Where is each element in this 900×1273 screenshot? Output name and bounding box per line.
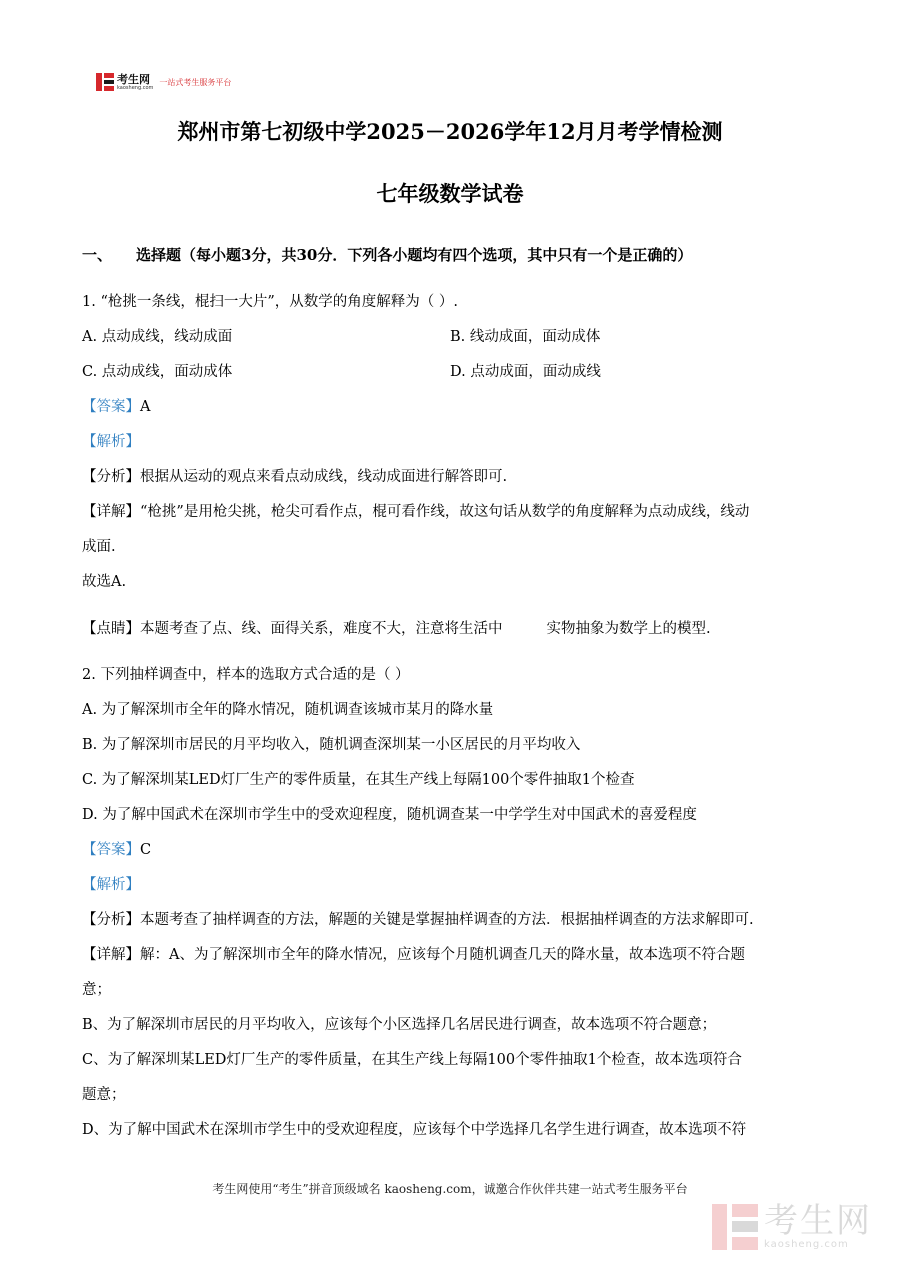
q1-dianjing-text-a: 本题考查了点、线、面得关系，难度不大，注意将生活中 (140, 621, 503, 637)
section-text: 选择题（每小题3分，共30分．下列各小题均有四个选项，其中只有一个是正确的） (136, 246, 693, 264)
q2-fenxi-text: 本题考查了抽样调查的方法，解题的关键是掌握抽样调查的方法．根据抽样调查的方法求解即可. (140, 912, 754, 928)
q2-option-d: D. 为了解中国武术在深圳市学生中的受欢迎程度，随机调查某一中学学生对中国武术的喜爱程度 (82, 807, 697, 823)
q1-fenxi-text: 根据从运动的观点来看点动成线，线动成面进行解答即可. (140, 469, 508, 485)
q1-xiangjie-text-1: “枪挑”是用枪尖挑，枪尖可看作点，棍可看作线，故这句话从数学的角度解释为点动成线，线动 (140, 504, 750, 520)
q1-option-a: A. 点动成线，线动成面 (82, 329, 233, 345)
watermark-cn: 考生网 (764, 1201, 872, 1241)
q2-analysis-label: 【解析】 (82, 877, 140, 893)
q2-answer (82, 840, 151, 860)
watermark-text (764, 1201, 872, 1250)
watermark-en: kaosheng.com (764, 1239, 849, 1250)
exam-title: 郑州市第七初级中学2025－2026学年12月月考学情检测 (177, 119, 723, 144)
logo-en: kaosheng.com (117, 84, 154, 91)
exam-subtitle: 七年级数学试卷 (376, 181, 524, 206)
q2-fenxi-label: 【分析】 (82, 912, 140, 928)
q2-xiangjie-label: 【详解】 (82, 947, 140, 963)
q1-analysis (82, 432, 140, 452)
q2-xiangjie-text-6: D、为了解中国武术在深圳市学生中的受欢迎程度，应该每个中学选择几名学生进行调查，故本选项不符 (82, 1122, 747, 1138)
kaosheng-logo-icon (96, 73, 114, 91)
q1-fenxi (82, 467, 507, 487)
watermark (712, 1201, 872, 1250)
q2-answer-label: 【答案】 (82, 842, 140, 858)
q2-xiangjie-text-5: 题意； (82, 1087, 126, 1103)
q2-option-c: C. 为了解深圳某LED灯厂生产的零件质量，在其生产线上每隔100个零件抽取1个检查 (82, 772, 635, 788)
q1-option-c: C. 点动成线，面动成体 (82, 364, 233, 380)
q1-dianjing-text-b: 实物抽象为数学上的模型. (546, 621, 711, 637)
q1-option-b: B. 线动成面，面动成体 (450, 329, 601, 345)
q1-option-d: D. 点动成面，面动成线 (450, 364, 601, 380)
q1-xiangjie (82, 502, 749, 522)
q1-stem: 1. “枪挑一条线，棍扫一大片”，从数学的角度解释为（ ）. (82, 294, 458, 310)
q1-choose: 故选A. (82, 574, 127, 590)
q1-dianjing (82, 619, 711, 639)
q2-xiangjie-text-2: 意； (82, 982, 111, 998)
q1-fenxi-label: 【分析】 (82, 469, 140, 485)
header-logo (96, 72, 231, 92)
q2-xiangjie (82, 945, 745, 965)
section-heading (82, 244, 692, 265)
q2-xiangjie-text-3: B、为了解深圳市居民的月平均收入，应该每个小区选择几名居民进行调查，故本选项不符合题意； (82, 1017, 717, 1033)
logo-wordmark (117, 74, 153, 91)
q1-xiangjie-label: 【详解】 (82, 504, 140, 520)
q1-answer-label: 【答案】 (82, 399, 140, 415)
q2-fenxi (82, 910, 754, 930)
page-footer: 考生网使用“考生”拼音顶级域名 kaosheng.com，诚邀合作伙伴共建一站式考生服务平台 (212, 1182, 688, 1196)
q2-option-a: A. 为了解深圳市全年的降水情况，随机调查该城市某月的降水量 (82, 702, 494, 718)
q1-analysis-label: 【解析】 (82, 434, 140, 450)
q1-dianjing-label: 【点睛】 (82, 621, 140, 637)
watermark-logo-icon (712, 1204, 758, 1250)
q1-xiangjie-text-2: 成面. (82, 539, 116, 555)
q2-answer-value: C (140, 842, 152, 858)
logo-slogan: 一站式考生服务平台 (159, 77, 232, 87)
q2-xiangjie-text-1: 解：A、为了解深圳市全年的降水情况，应该每个月随机调查几天的降水量，故本选项不符合题 (140, 947, 745, 963)
q2-option-b: B. 为了解深圳市居民的月平均收入，随机调查深圳某一小区居民的月平均收入 (82, 737, 581, 753)
logo-cn: 考生网 (117, 72, 150, 86)
q2-xiangjie-text-4: C、为了解深圳某LED灯厂生产的零件质量，在其生产线上每隔100个零件抽取1个检查，故本选项符合 (82, 1052, 742, 1068)
section-number: 一、 (82, 246, 113, 264)
q2-stem: 2. 下列抽样调查中，样本的选取方式合适的是（ ） (82, 667, 410, 683)
q1-answer (82, 397, 150, 417)
q1-answer-value: A (140, 399, 151, 415)
q2-analysis (82, 875, 140, 895)
